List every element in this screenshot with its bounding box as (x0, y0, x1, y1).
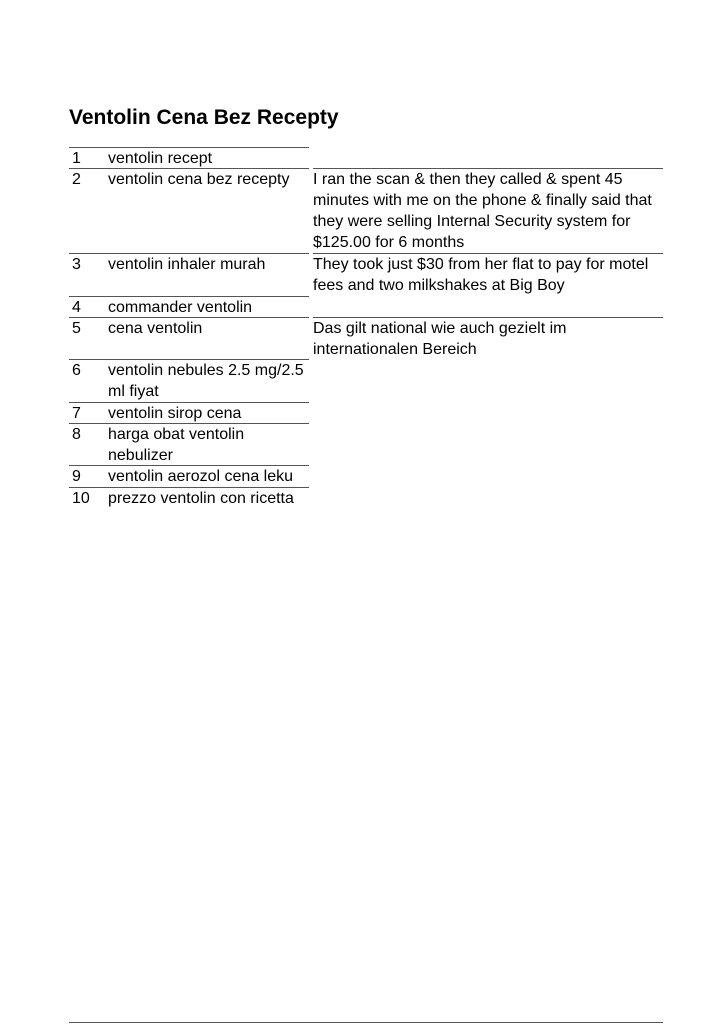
description-text: They took just $30 from her flat to pay for motel fees and two milkshakes at Big Boy (313, 256, 649, 294)
row-text: ventolin nebules 2.5 mg/2.5 ml fiyat (108, 362, 304, 400)
row-text: ventolin cena bez recepty (108, 171, 290, 188)
row-number: 3 (72, 256, 81, 273)
page-title: Ventolin Cena Bez Recepty (69, 106, 339, 129)
description-block (313, 318, 663, 362)
row-number: 9 (72, 468, 81, 485)
row-number: 4 (72, 299, 81, 316)
row-text: prezzo ventolin con ricetta (108, 490, 294, 507)
row-number: 10 (72, 490, 90, 507)
row-number: 5 (72, 320, 81, 337)
row-number: 7 (72, 405, 81, 422)
row-number: 6 (72, 362, 81, 379)
table-row (69, 424, 309, 466)
footer-divider (69, 1022, 663, 1023)
table-row (69, 297, 309, 318)
table-row (69, 169, 309, 254)
table-row (69, 254, 309, 297)
row-text: ventolin recept (108, 150, 213, 167)
row-number: 2 (72, 171, 81, 188)
table-row (69, 466, 309, 488)
row-text: ventolin sirop cena (108, 405, 242, 422)
row-text: harga obat ventolin nebulizer (108, 426, 245, 464)
row-text: ventolin inhaler murah (108, 256, 266, 273)
table-row (69, 403, 309, 424)
description-text: I ran the scan & then they called & spent 45 minutes with me on the phone & finally said that they were selling Internal Security system for $125.00 for 6 months (313, 171, 652, 251)
row-number: 1 (72, 150, 81, 167)
row-text: cena ventolin (108, 320, 203, 337)
description-block (313, 254, 663, 318)
description-block (313, 168, 663, 254)
description-text: Das gilt national wie auch gezielt im internationalen Bereich (313, 320, 567, 358)
table-row (69, 147, 309, 169)
table-row (69, 318, 309, 360)
row-text: commander ventolin (108, 299, 253, 316)
table-row (69, 360, 309, 403)
table-row (69, 488, 309, 509)
row-text: ventolin aerozol cena leku (108, 468, 294, 485)
row-number: 8 (72, 426, 81, 443)
